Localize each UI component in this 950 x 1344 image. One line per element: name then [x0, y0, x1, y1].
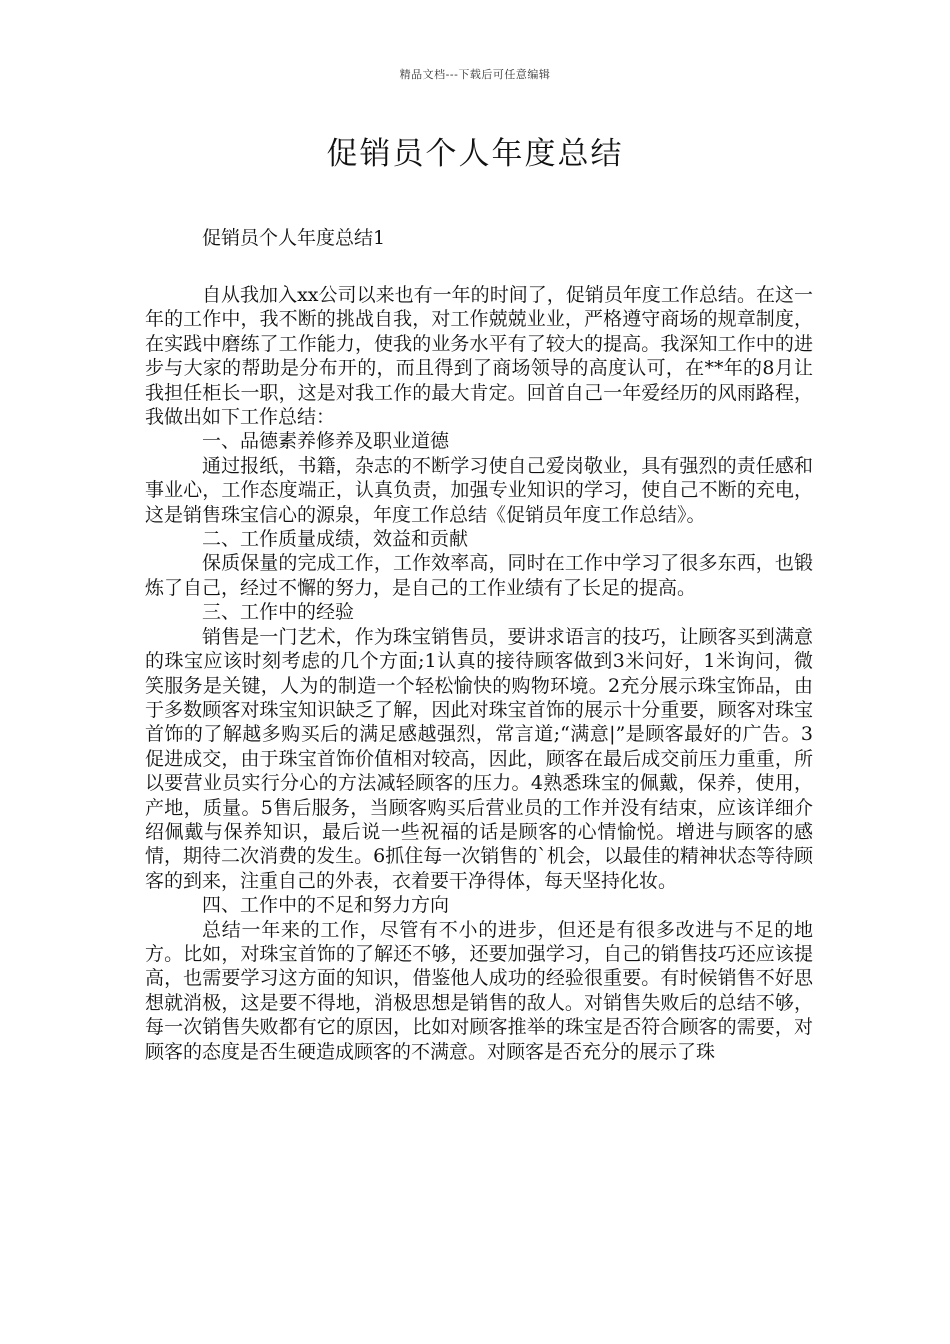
- paragraph-shortcomings: 总结一年来的工作，尽管有不小的进步，但还是有很多改进与不足的地方。比如，对珠宝首饰的了解还不够，还要加强学习，自己的销售技巧还应该提高，也需要学习这方面的知识，借鉴他人成功的经验很重要。有时候销售不好思想就消极，这是要不得地，消极思想是销售的敌人。对销售失败后的总结不够，每一次销售失败都有它的原因，比如对顾客推举的珠宝是否符合顾客的需要，对顾客的态度是否生硬造成顾客的不满意。对顾客是否充分的展示了珠: [145, 918, 813, 1063]
- section-subtitle: 促销员个人年度总结1: [202, 227, 386, 249]
- heading-shortcomings: 四、工作中的不足和努力方向: [202, 894, 450, 917]
- header-note: 精品文档---下载后可任意编辑: [399, 68, 551, 81]
- paragraph-intro: 自从我加入xx公司以来也有一年的时间了，促销员年度工作总结。在这一年的工作中，我不断的挑战自我，对工作兢兢业业，严格遵守商场的规章制度，在实践中磨练了工作能力，使我的业务水平有了较大的提高。我深知工作中的进步与大家的帮助是分布开的，而且得到了商场领导的高度认可，在**年的8月让我担任柜长一职，这是对我工作的最大肯定。回首自己一年爱经历的风雨路程，我做出如下工作总结：: [145, 284, 813, 429]
- paragraph-moral-quality: 通过报纸，书籍，杂志的不断学习使自己爱岗敬业，具有强烈的责任感和事业心，工作态度端正，认真负责，加强专业知识的学习，使自己不断的充电，这是销售珠宝信心的源泉，年度工作总结《促销员年度工作总结》。: [145, 454, 813, 526]
- heading-work-quality: 二、工作质量成绩，效益和贡献: [202, 528, 469, 551]
- heading-experience: 三、工作中的经验: [202, 601, 355, 624]
- paragraph-work-quality: 保质保量的完成工作，工作效率高，同时在工作中学习了很多东西，也锻炼了自己，经过不懈的努力，是自己的工作业绩有了长足的提高。: [145, 552, 813, 599]
- document-title: 促销员个人年度总结: [326, 136, 624, 172]
- paragraph-experience: 销售是一门艺术，作为珠宝销售员，要讲求语言的技巧，让顾客买到满意的珠宝应该时刻考虑的几个方面;1认真的接待顾客做到3米问好，1米询问，微笑服务是关键，人为的制造一个轻松愉快的购物环境。2充分展示珠宝饰品，由于多数顾客对珠宝知识缺乏了解，因此对珠宝首饰的展示十分重要，顾客对珠宝首饰的了解越多购买后的满足感越强烈，常言道;“满意|”是顾客最好的广告。3促进成交，由于珠宝首饰价值相对较高，因此，顾客在最后成交前压力重重，所以要营业员实行分心的方法减轻顾客的压力。4熟悉珠宝的佩戴，保养，使用，产地，质量。5售后服务，当顾客购买后营业员的工作并没有结束，应该详细介绍佩戴与保养知识，最后说一些祝福的话是顾客的心情愉悦。增进与顾客的感情，期待二次消费的发生。6抓住每一次销售的`机会，以最佳的精神状态等待顾客的到来，注重自己的外表，衣着要干净得体，每天坚持化妆。: [145, 625, 813, 892]
- heading-moral-quality: 一、品德素养修养及职业道德: [202, 430, 450, 453]
- document-body: [145, 226, 813, 1064]
